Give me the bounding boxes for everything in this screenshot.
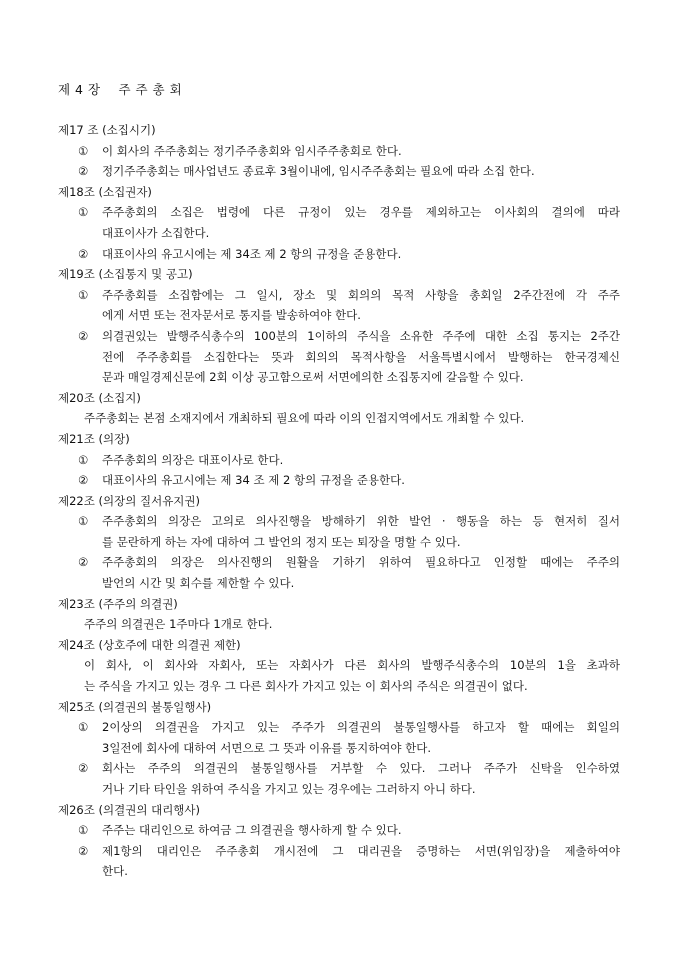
item-text: 의결권있는 발행주식총수의 100분의 1이하의 주식을 소유한 주주에 대한 소집 통지는 2주간 xyxy=(102,328,620,343)
item-text: 정기주주총회는 매사업년도 종료후 3월이내에, 임시주주총회는 필요에 따라 소집 한다. xyxy=(102,164,535,179)
article-item-line xyxy=(58,470,620,491)
item-number-marker: ① xyxy=(78,823,89,838)
item-number-marker: ② xyxy=(78,555,89,570)
item-number-marker: ① xyxy=(78,287,89,302)
item-text: 주주는 대리인으로 하여금 그 의결권을 행사하게 할 수 있다. xyxy=(102,823,402,838)
chapter-title: 제 4 장 주 주 총 회 xyxy=(58,82,183,97)
article-item-line xyxy=(58,511,620,532)
item-number-marker: ② xyxy=(78,473,89,488)
article-item-line: 거나 기타 타인을 위하여 주식을 가지고 있는 경우에는 그러하지 아니 하다. xyxy=(102,782,476,796)
article-item-line xyxy=(58,758,620,779)
article-heading: 제18조 (소집권자) xyxy=(58,184,152,199)
item-text: 주주총회의 소집은 법령에 다른 규정이 있는 경우를 제외하고는 이사회의 결의에 따라 xyxy=(102,205,620,220)
item-text: 주주총회를 소집함에는 그 일시, 장소 및 회의의 목적 사항을 총회일 2주간전에 각 주주 xyxy=(102,287,620,302)
item-number-marker: ② xyxy=(78,164,89,179)
article-item-line xyxy=(58,285,620,306)
article-heading: 제24조 (상호주에 대한 의결권 제한) xyxy=(58,637,241,652)
article-heading: 제22조 (의장의 질서유지권) xyxy=(58,493,201,508)
article-item-line xyxy=(58,326,620,347)
item-text: 이 회사의 주주총회는 정기주주총회와 임시주주총회로 한다. xyxy=(102,143,402,158)
item-number-marker: ① xyxy=(78,452,89,467)
item-text: 제1항의 대리인은 주주총회 개시전에 그 대리권을 증명하는 서면(위임장)을 제출하여야 xyxy=(102,843,620,858)
article-heading: 제17 조 (소집시기) xyxy=(58,123,156,137)
article-item-line xyxy=(58,161,620,182)
article-heading: 제20조 (소집지) xyxy=(58,390,141,405)
item-text: 주주총회의 의장은 고의로 의사진행을 방해하기 위한 발언 · 행동을 하는 등 현저히 질서 xyxy=(102,514,620,529)
article-item-line: 문과 매일경제신문에 2회 이상 공고함으로써 서면에의한 소집통지에 갈음할 수 있다. xyxy=(102,370,524,385)
article-item-line xyxy=(58,717,620,738)
item-text: 대표이사의 유고시에는 제 34조 제 2 항의 규정을 준용한다. xyxy=(102,246,402,261)
article-heading: 제21조 (의장) xyxy=(58,431,130,446)
article-item-line: 전에 주주총회를 소집한다는 뜻과 회의의 목적사항을 서울특별시에서 발행하는 한국경제신 xyxy=(102,349,620,364)
article-heading: 제19조 (소집통지 및 공고) xyxy=(58,267,193,282)
article-item-line xyxy=(58,841,620,862)
item-number-marker: ② xyxy=(78,246,89,261)
item-text: 주주총회의 의장은 의사진행의 원활을 기하기 위하여 필요하다고 인정할 때에는 주주의 xyxy=(102,555,620,570)
item-number-marker: ① xyxy=(78,205,89,220)
article-item-line: 대표이사가 소집한다. xyxy=(102,225,210,240)
item-text: 2이상의 의결권을 가지고 있는 주주가 의결권의 불통일행사를 하고자 할 때에는 회일의 xyxy=(102,720,620,735)
articles-body xyxy=(58,120,620,882)
article-paragraph-line: 는 주식을 가지고 있는 경우 그 다른 회사가 가지고 있는 이 회사의 주식은 의결권이 없다. xyxy=(84,679,528,694)
article-item-line xyxy=(58,450,620,471)
article-paragraph-line: 이 회사, 이 회사와 자회사, 또는 자회사가 다른 회사의 발행주식총수의 10분의 1을 초과하 xyxy=(84,658,620,673)
article-item-line: 발언의 시간 및 회수를 제한할 수 있다. xyxy=(102,576,295,591)
article-paragraph-line: 주주의 의결권은 1주마다 1개로 한다. xyxy=(84,617,273,632)
item-text: 대표이사의 유고시에는 제 34 조 제 2 항의 규정을 준용한다. xyxy=(102,473,405,488)
article-heading: 제23조 (주주의 의결권) xyxy=(58,596,178,611)
article-item-line: 에게 서면 또는 전자문서로 통지를 발송하여야 한다. xyxy=(102,308,361,323)
item-number-marker: ② xyxy=(78,328,89,343)
item-text: 회사는 주주의 의결권의 불통일행사를 거부할 수 있다. 그러나 주주가 신탁을 인수하였 xyxy=(102,761,620,776)
article-item-line xyxy=(58,202,620,223)
article-item-line xyxy=(58,244,620,265)
item-number-marker: ② xyxy=(78,761,89,776)
article-item-line xyxy=(58,552,620,573)
item-number-marker: ① xyxy=(78,514,89,529)
article-item-line: 를 문란하게 하는 자에 대하여 그 발언의 정지 또는 퇴장을 명할 수 있다. xyxy=(102,534,461,549)
article-heading: 제26조 (의결권의 대리행사) xyxy=(58,802,201,817)
item-number-marker: ① xyxy=(78,143,89,158)
article-item-line xyxy=(58,820,620,841)
item-text: 주주총회의 의장은 대표이사로 한다. xyxy=(102,452,284,467)
article-paragraph-line: 주주총회는 본점 소재지에서 개최하되 필요에 따라 이의 인접지역에서도 개최할 수 있다. xyxy=(84,411,525,426)
item-number-marker: ② xyxy=(78,843,89,858)
article-heading: 제25조 (의결권의 불통일행사) xyxy=(58,699,212,714)
article-item-line xyxy=(58,141,620,162)
item-number-marker: ① xyxy=(78,720,89,735)
article-item-line: 한다. xyxy=(102,864,128,879)
article-item-line: 3일전에 회사에 대하여 서면으로 그 뜻과 이유를 통지하여야 한다. xyxy=(102,740,432,755)
